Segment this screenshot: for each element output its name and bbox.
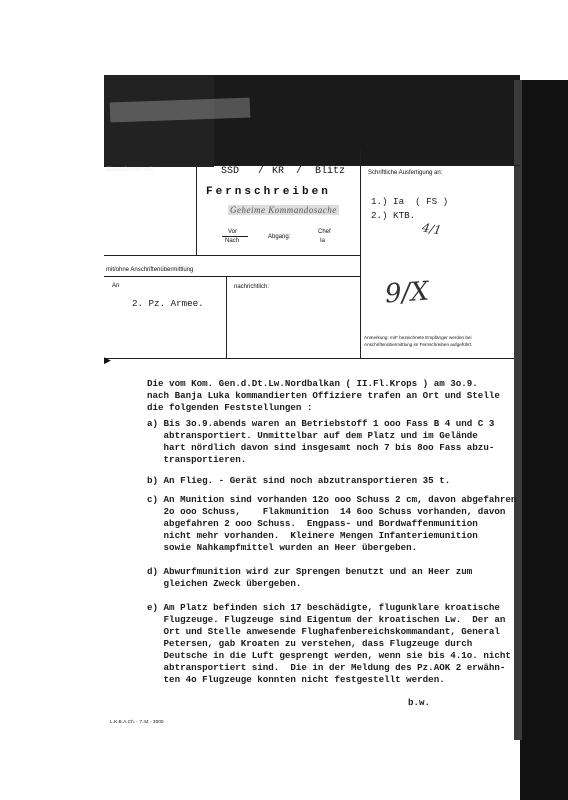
- item-c-line-3: abgefahren 2 ooo Schuss. Engpass- und Bordwaffenmunition: [147, 518, 478, 529]
- form-line-top: [104, 165, 520, 166]
- item-d-line-1: d) Abwurfmunition wird zur Sprengen benutzt und an Heer zum: [147, 566, 473, 577]
- ausfertigung-2: 2.) KTB.: [371, 210, 416, 221]
- form-line-bottom: [104, 358, 514, 359]
- form-line-an: [104, 276, 360, 277]
- item-c-line-1: c) An Munition sind vorhanden 12o ooo Schuss 2 cm, davon abgefahren: [147, 494, 517, 505]
- nachrichtlich-label: nachrichtlich:: [234, 284, 270, 290]
- an-value: 2. Pz. Armee.: [132, 298, 204, 309]
- item-a-line-1: a) Bis 3o.9.abends waren an Betriebstoff 1 ooo Fass B 4 und C 3: [147, 418, 495, 429]
- code-kr: KR: [272, 166, 285, 177]
- handwritten-note: 4/1: [420, 220, 443, 238]
- item-e-line-3: Ort und Stelle anwesende Flughafenbereichskommandant, General: [147, 626, 500, 637]
- item-b-line-1: b) An Flieg. - Gerät sind noch abzutransportieren 35 t.: [147, 475, 451, 486]
- intro-line-2: nach Banja Luka kommandierten Offiziere trafen an Ort und Stelle: [147, 390, 500, 401]
- page-marker: ▶: [104, 355, 111, 365]
- scan-shadow-right: [520, 80, 568, 800]
- secret-stamp: Geheime Kommandosache: [230, 205, 337, 215]
- intro-line-3: die folgenden Feststellungen :: [147, 402, 313, 413]
- item-a-line-2: abtransportiert. Unmittelbar auf dem Platz und im Gelände: [147, 430, 478, 441]
- item-e-line-5: Deutsche in die Luft gesprengt werden, wenn sie bis 4.1o. nicht: [147, 650, 511, 661]
- footer-code: L.K.B.A.Ch. - 7.44 - 3000: [110, 720, 164, 725]
- nach-label: Nach: [225, 238, 240, 244]
- item-e-line-4: Petersen, gab Kroaten zu verstehen, dass Flugzeuge durch: [147, 638, 473, 649]
- item-e-line-7: ten 4o Flugzeuge konnten nicht festgestellt werden.: [147, 674, 445, 685]
- item-d-line-2: gleichen Zweck übergeben.: [147, 578, 302, 589]
- vor-label: Vor: [228, 229, 238, 235]
- item-a-line-4: transportieren.: [147, 454, 247, 465]
- code-ssd: SSD: [221, 166, 240, 177]
- ausfertigung-1: 1.) Ia ( FS ): [371, 196, 449, 207]
- item-c-line-4: nicht mehr vorhanden. Kleinere Mengen Infanteriemunition: [147, 530, 478, 541]
- item-c-line-2: 2o ooo Schuss, Flakmunition 14 6oo Schuss vorhanden, davon: [147, 506, 506, 517]
- item-c-line-5: sowie Nahkampfmittel wurden an Heer übergeben.: [147, 542, 418, 553]
- vor-nach-divider: [222, 236, 248, 237]
- item-e-line-1: e) Am Platz befinden sich 17 beschädigte, flugunklare kroatische: [147, 602, 500, 613]
- item-e-line-2: Flugzeuge. Flugzeuge sind Eigentum der kroatischen Lw. Der an: [147, 614, 506, 625]
- code-blitz: Blitz: [315, 166, 346, 177]
- signature: b.w.: [408, 697, 431, 708]
- anschrift-label: mit/ohne Anschriftenübermittlung: [106, 267, 194, 273]
- chef-label: Chef: [318, 229, 331, 235]
- anmerkung-2: Anschriftenübermittlung im Fernschreiben aufgeführt.: [364, 342, 473, 347]
- code-sep2: /: [296, 166, 303, 177]
- handwritten-mark: 9/X: [384, 276, 430, 310]
- form-line-v3: [226, 276, 227, 358]
- absender-label: Absendervermerk: [106, 167, 154, 173]
- form-line-v1: [196, 150, 197, 255]
- an-label: An: [112, 283, 120, 289]
- item-e-line-6: abtransportiert sind. Die in der Meldung des Pz.AOK 2 erwähn-: [147, 662, 506, 673]
- form-line-mid: [104, 255, 360, 256]
- abgang-label: Abgang:: [268, 234, 291, 240]
- anmerkung-1: Anmerkung: mit* bezeichnete Empfänger werden bei: [364, 335, 472, 340]
- ausfertigung-label: Schriftliche Ausfertigung an:: [368, 170, 443, 176]
- ia-label: Ia: [320, 238, 326, 244]
- code-sep1: /: [258, 166, 265, 177]
- intro-line-1: Die vom Kom. Gen.d.Dt.Lw.Nordbalkan ( II.Fl.Krops ) am 3o.9.: [147, 378, 478, 389]
- form-line-v2: [360, 150, 361, 358]
- item-a-line-3: hart nördlich davon sind insgesamt noch 7 bis 8oo Fass abzu-: [147, 442, 495, 453]
- document-title: Fernschreiben: [206, 186, 331, 198]
- scan-shadow-edge: [514, 80, 522, 740]
